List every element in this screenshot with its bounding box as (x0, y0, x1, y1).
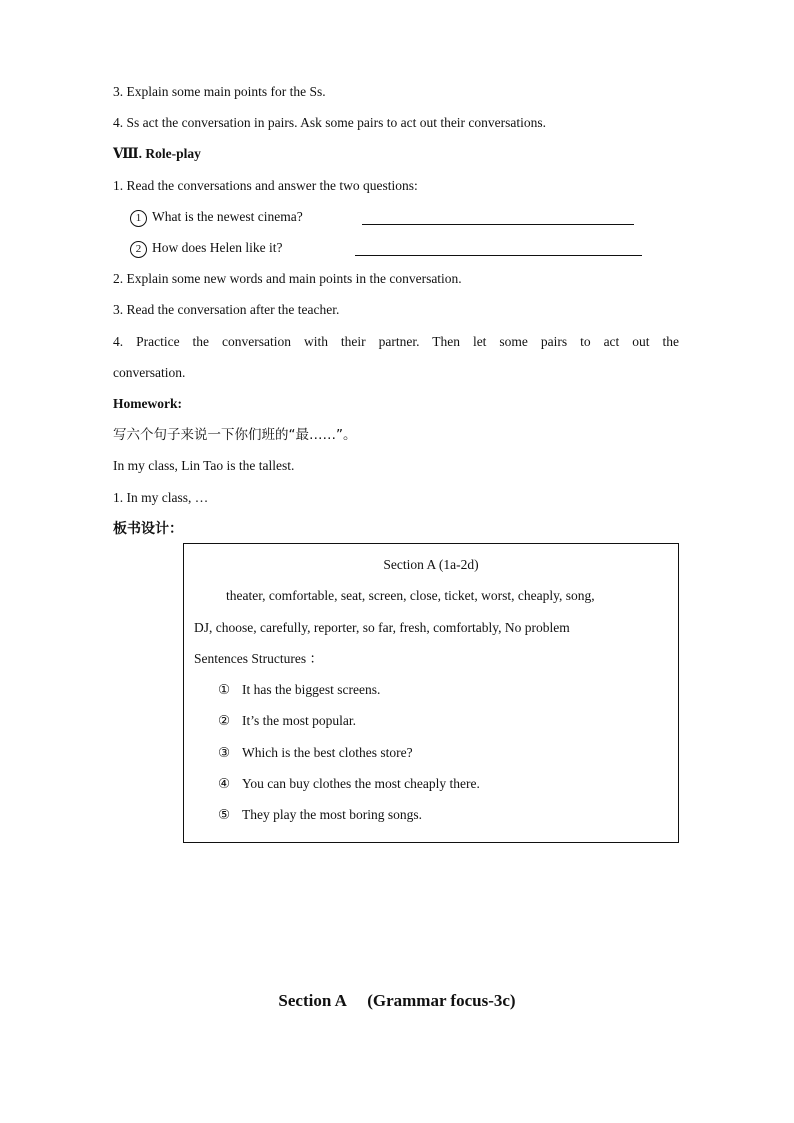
roleplay-step-1: 1. Read the conversations and answer the two questions: (113, 178, 418, 193)
roleplay-step-3: 3. Read the conversation after the teacher. (113, 302, 340, 317)
question-2-number: 2 (130, 241, 147, 258)
roleplay-step-2: 2. Explain some new words and main points in the conversation. (113, 271, 462, 286)
board-sentence-4-number: ④ (218, 776, 231, 791)
roleplay-step-4-line-2: conversation. (113, 365, 186, 380)
question-1-number: 1 (130, 210, 147, 227)
board-sentence-5-text: They play the most boring songs. (242, 807, 422, 822)
board-sentence-1-text: It has the biggest screens. (242, 682, 381, 697)
homework-heading: Homework: (113, 396, 182, 411)
board-sentence-1 (218, 681, 380, 699)
question-2 (130, 239, 282, 258)
question-2-text: How does Helen like it? (152, 240, 283, 255)
board-sentence-5-number: ⑤ (218, 807, 231, 822)
board-sentence-2-number: ② (218, 713, 231, 728)
question-1-text: What is the newest cinema? (152, 209, 303, 224)
board-sentence-4 (218, 775, 480, 793)
board-sentence-5 (218, 806, 422, 824)
board-words-line-2: DJ, choose, carefully, reporter, so far, fresh, comfortably, No problem (194, 620, 570, 635)
board-sentence-1-number: ① (218, 682, 231, 697)
board-sentence-2 (218, 712, 356, 730)
board-sentence-3 (218, 744, 413, 762)
answer-blank-1[interactable] (362, 210, 634, 225)
next-section-title: Section A (Grammar focus-3c) (278, 991, 516, 1010)
homework-item-1: 1. In my class, … (113, 490, 209, 505)
roleplay-step-4-line-1: 4. Practice the conversation with their partner. Then let some pairs to act out the (113, 334, 679, 349)
board-title: Section A (1a-2d) (383, 557, 479, 572)
homework-example: In my class, Lin Tao is the tallest. (113, 458, 295, 473)
question-1 (130, 208, 303, 227)
board-sentence-3-text: Which is the best clothes store? (242, 745, 413, 760)
board-structures-label: Sentences Structures ： (194, 651, 323, 666)
board-sentence-4-text: You can buy clothes the most cheaply there. (242, 776, 480, 791)
step-3-explain: 3. Explain some main points for the Ss. (113, 84, 326, 99)
answer-blank-2[interactable] (355, 241, 642, 256)
homework-instruction: 写六个句子来说一下你们班的“最……”。 (113, 427, 357, 443)
roleplay-heading: Ⅷ. Role-play (113, 146, 201, 161)
board-words-line-1: theater, comfortable, seat, screen, close, ticket, worst, cheaply, song, (226, 588, 595, 603)
step-4-act-conversation: 4. Ss act the conversation in pairs. Ask some pairs to act out their conversations. (113, 115, 547, 130)
blackboard-design-box (183, 543, 679, 843)
board-sentence-2-text: It’s the most popular. (242, 713, 356, 728)
board-sentence-3-number: ③ (218, 745, 231, 760)
board-design-heading: 板书设计： (113, 521, 183, 537)
